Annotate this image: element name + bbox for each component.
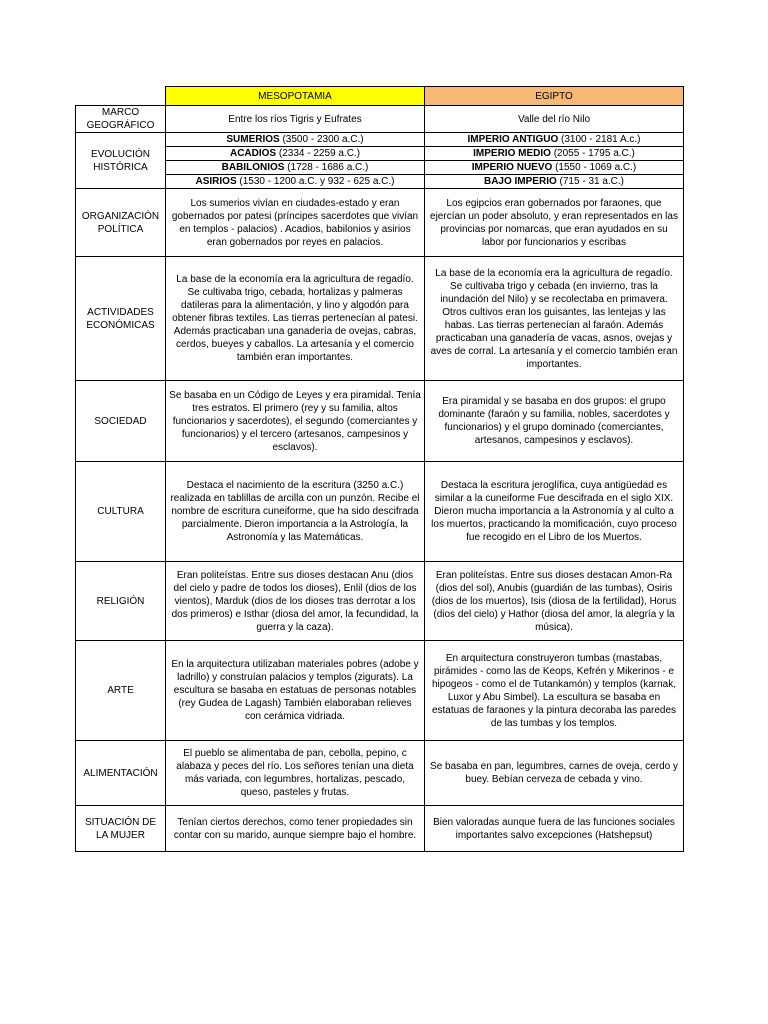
label-evolucion: EVOLUCIÓN HISTÓRICA [76,133,166,189]
row-religion [76,562,684,641]
comparison-table [75,86,684,852]
row-cultura [76,462,684,562]
era-meso-2: ACADIOS (2334 - 2259 a.C.) [166,147,425,161]
label-marco: MARCO GEOGRÁFICO [76,106,166,133]
era-meso-1: SUMERIOS (3500 - 2300 a.C.) [166,133,425,147]
religion-egypt: Eran politeístas. Entre sus dioses destacan Amon-Ra (dios del sol), Anubis (guardián de las tumbas), Osiris (dios de los muertos), Isis (diosa de la fertilidad), Horus (dios del cielo) y Hathor (diosa del amor, la alegría y la música). [425,562,684,641]
label-cultura: CULTURA [76,462,166,562]
corner-cell [76,87,166,106]
mujer-egypt: Bien valoradas aunque fuera de las funciones sociales importantes salvo excepciones (Hatshepsut) [425,806,684,852]
row-marco [76,106,684,133]
era-egypt-2: IMPERIO MEDIO (2055 - 1795 a.C.) [425,147,684,161]
row-actividades [76,257,684,381]
religion-meso: Eran politeístas. Entre sus dioses destacan Anu (dios del cielo y padre de todos los dioses), Enlil (dios de los vientos), Marduk (dios de los dioses tras derrotar a los dos primeros) e Isthar (diosa del amor, la fecundidad, la guerra y la caza). [166,562,425,641]
row-evolucion-3 [76,161,684,175]
label-mujer: SITUACIÓN DE LA MUJER [76,806,166,852]
era-egypt-1: IMPERIO ANTIGUO (3100 - 2181 A.c.) [425,133,684,147]
label-alimentacion: ALIMENTACIÓN [76,741,166,806]
label-actividades: ACTIVIDADES ECONÓMICAS [76,257,166,381]
era-meso-3: BABILONIOS (1728 - 1686 a.C.) [166,161,425,175]
cultura-egypt: Destaca la escritura jeroglífica, cuya antigüedad es similar a la cuneiforme Fue descifrada en el siglo XIX. Dieron mucha importancia a la Astronomía y al culto a los muertos, practicando la momificación, cuyo proceso fue recogido en el Libro de los Muertos. [425,462,684,562]
alimentacion-egypt: Se basaba en pan, legumbres, carnes de oveja, cerdo y buey. Bebían cerveza de cebada y vino. [425,741,684,806]
marco-meso: Entre los ríos Tigris y Eufrates [166,106,425,133]
label-arte: ARTE [76,641,166,741]
organizacion-egypt: Los egipcios eran gobernados por faraones, que ejercían un poder absoluto, y eran representados en las provincias por nomarcas, que eran ayudados en su labor por funcionarios y escribas [425,189,684,257]
era-egypt-4: BAJO IMPERIO (715 - 31 a.C.) [425,175,684,189]
row-mujer [76,806,684,852]
organizacion-meso: Los sumerios vivían en ciudades-estado y eran gobernados por patesi (príncipes sacerdotes que vivían en templos - palacios) . Acadios, babilonios y asirios eran gobernados por reyes en palacios. [166,189,425,257]
era-meso-4: ASIRIOS (1530 - 1200 a.C. y 932 - 625 a.C.) [166,175,425,189]
row-sociedad [76,381,684,462]
label-organizacion: ORGANIZACIÓN POLÍTICA [76,189,166,257]
alimentacion-meso: El pueblo se alimentaba de pan, cebolla, pepino, c alabaza y peces del río. Los señores tenían una dieta más variada, con legumbres, hortalizas, pescado, queso, pasteles y frutas. [166,741,425,806]
mujer-meso: Tenían ciertos derechos, como tener propiedades sin contar con su marido, aunque siempre bajo el hombre. [166,806,425,852]
row-evolucion [76,133,684,147]
row-organizacion [76,189,684,257]
header-egipto: EGIPTO [425,87,684,106]
row-alimentacion [76,741,684,806]
arte-meso: En la arquitectura utilizaban materiales pobres (adobe y ladrillo) y construían palacios y templos (zigurats). La escultura se basaba en estatuas de personas notables (rey Gudea de Lagash) También elaboraban relieves con cerámica vidriada. [166,641,425,741]
header-row [76,87,684,106]
sociedad-meso: Se basaba en un Código de Leyes y era piramidal. Tenía tres estratos. El primero (rey y su familia, altos funcionarios y sacerdotes), el segundo (comerciantes y funcionarios) y el tercero (artesanos, campesinos y esclavos). [166,381,425,462]
arte-egypt: En arquitectura construyeron tumbas (mastabas, pirámides - como las de Keops, Kefrén y Mikerinos - e hipogeos - como el de Tutankamón) y templos (karnak, Luxor y Abu Simbel). La escultura se basaba en estatuas de faraones y la pintura decoraba las paredes de las tumbas y los templos. [425,641,684,741]
marco-egypt: Valle del río Nilo [425,106,684,133]
actividades-egypt: La base de la economía era la agricultura de regadío. Se cultivaba trigo y cebada (en invierno, tras la inundación del Nilo) y se recolectaba en primavera. Otros cultivos eran los guisantes, las lentejas y las habas. Las tierras pertenecían al faraón. Además practicaban una ganadería de vacas, asnos, ovejas y aves de corral. La artesanía y el comercio también eran importantes. [425,257,684,381]
cultura-meso: Destaca el nacimiento de la escritura (3250 a.C.) realizada en tablillas de arcilla con un punzón. Recibe el nombre de escritura cuneiforme, que ha sido descifrada parcialmente. Dieron importancia a la Astrología, la Astronomía y las Matemáticas. [166,462,425,562]
actividades-meso: La base de la economía era la agricultura de regadío. Se cultivaba trigo, cebada, hortalizas y palmeras datileras para la alimentación, y lino y algodón para obtener fibras textiles. Las tierras pertenecían al patesi. Además practicaban una ganadería de ovejas, cabras, cerdos, bueyes y caballos. La artesanía y el comercio también eran importantes. [166,257,425,381]
era-egypt-3: IMPERIO NUEVO (1550 - 1069 a.C.) [425,161,684,175]
row-evolucion-2 [76,147,684,161]
label-sociedad: SOCIEDAD [76,381,166,462]
sociedad-egypt: Era piramidal y se basaba en dos grupos: el grupo dominante (faraón y su familia, nobles, sacerdotes y funcionarios) y el grupo dominado (comerciantes, artesanos, campesinos y esclavos). [425,381,684,462]
header-mesopotamia: MESOPOTAMIA [166,87,425,106]
row-arte [76,641,684,741]
label-religion: RELIGIÓN [76,562,166,641]
row-evolucion-4 [76,175,684,189]
